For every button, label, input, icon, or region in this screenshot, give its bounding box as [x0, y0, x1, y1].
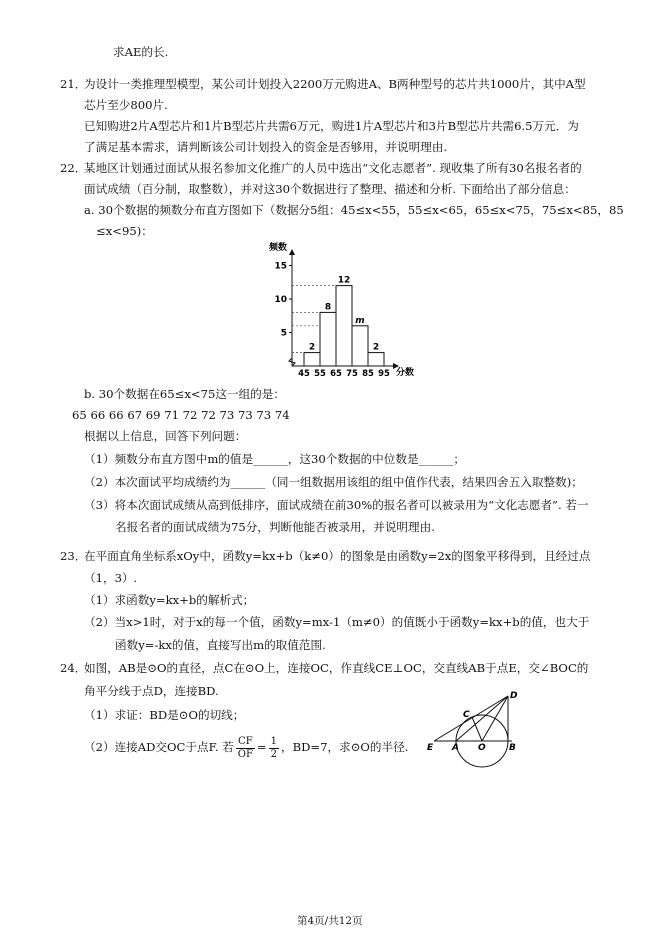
- q22-line2: 面试成绩（百分制，取整数），并对这30个数据进行了整理、描述和分析. 下面给出了部分信息：: [84, 182, 576, 196]
- bar-data-label: 2: [308, 342, 316, 353]
- x-tick-label: 75: [346, 369, 358, 379]
- q22-number: 22．: [60, 161, 87, 175]
- label-c: C: [463, 710, 470, 720]
- histogram-y-label: 频数: [269, 243, 288, 253]
- bar-data-label: 12: [337, 275, 351, 286]
- q22-line1: 某地区计划通过面试从报名参加文化推广的人员中选出“文化志愿者”. 现收集了所有30名报名者的: [84, 161, 582, 175]
- half-numerator: 1: [270, 735, 278, 747]
- q23-line1: 在平面直角坐标系xOy中，函数y=kx+b（k≠0）的图象是由函数y=2x的图象平移得到，且经过点: [84, 549, 591, 563]
- bar-data-label: 8: [324, 302, 332, 313]
- q22-b-line1: b. 30个数据在65≤x<75这一组的是：: [84, 387, 285, 401]
- q24-line1: 如图，AB是⊙O的直径，点C在⊙O上，连接OC，作直线CE⊥OC，交直线AB于点E，交∠BOC的: [84, 661, 589, 675]
- bar-data-label: 2: [372, 342, 380, 353]
- half-fraction: [269, 736, 279, 761]
- q22-part3-line1: （3）将本次面试成绩从高到低排序，面试成绩在前30%的报名者可以被录用为“文化志愿者”. 若一: [84, 498, 589, 512]
- label-o: O: [478, 743, 486, 753]
- histogram-bar: [368, 353, 384, 366]
- histogram-bar: [336, 286, 352, 366]
- y-tick-label: 10: [274, 295, 287, 305]
- q24-part2: [84, 732, 408, 762]
- q20-tail: 求AE的长.: [113, 45, 169, 59]
- label-e: E: [427, 743, 434, 753]
- histogram-x-label: 分数: [396, 368, 415, 378]
- q23-line2: （1，3）.: [84, 571, 138, 585]
- histogram-bar: [304, 353, 320, 366]
- bar-data-label: m: [355, 315, 365, 326]
- y-tick-label: 5: [280, 328, 287, 339]
- label-a: A: [452, 743, 459, 753]
- line-o-c: [472, 717, 482, 741]
- line-o-d: [482, 696, 508, 741]
- frequency-histogram: [260, 238, 420, 380]
- x-tick-label: 45: [298, 369, 310, 379]
- fraction-numerator: CF: [236, 736, 255, 749]
- line-e-d: [434, 696, 508, 741]
- circle-geometry-figure: [426, 688, 522, 770]
- q23-part1: （1）求函数y=kx+b的解析式；: [84, 593, 255, 607]
- equals-sign: =: [256, 740, 267, 754]
- q21-line2: 芯片至少800片.: [84, 98, 168, 112]
- x-tick-label: 55: [314, 369, 326, 379]
- q23-part2-line1: （2）当x>1时，对于x的每一个值，函数y=mx-1（m≠0）的值既小于函数y=kx+b的值，也大于: [84, 615, 590, 629]
- q24-number: 24．: [60, 661, 87, 675]
- q21-number: 21．: [60, 77, 87, 91]
- histogram-bar: [352, 326, 368, 366]
- q24-part2-prefix: （2）连接AD交OC于点F. 若: [84, 740, 234, 754]
- x-tick-label: 85: [362, 369, 374, 379]
- fraction-denominator: OF: [237, 748, 253, 760]
- half-denominator: 2: [270, 748, 278, 760]
- q21-line4: 了满足基本需求，请判断该公司计划投入的资金是否够用，并说明理由.: [84, 140, 448, 154]
- q21-line1: 为设计一类推理型模型，某公司计划投入2200万元购进A、B两种型号的芯片共1000片，其中A型: [84, 77, 586, 91]
- y-tick-label: 15: [274, 261, 287, 272]
- q22-part3-line2: 名报名者的面试成绩为75分，判断他能否被录用，并说明理由.: [115, 520, 435, 534]
- ratio-fraction: [236, 736, 255, 761]
- label-b: B: [509, 743, 516, 753]
- q23-number: 23．: [60, 549, 87, 563]
- label-d: D: [510, 691, 518, 701]
- histogram-bar: [320, 312, 336, 366]
- x-tick-label: 65: [330, 369, 342, 379]
- q22-b-data: 65 66 66 67 69 71 72 72 73 73 73 74: [72, 408, 290, 422]
- q22-a-line2: ≤x<95)：: [96, 224, 153, 238]
- q22-part1: （1）频数分布直方图中m的值是______，这30个数据的中位数是______；: [84, 452, 465, 466]
- q22-part2: （2）本次面试平均成绩约为______（同一组数据用该组的组中值作代表，结果四舍五入取整数)；: [84, 475, 583, 489]
- q22-a-line1: a. 30个数据的频数分布直方图如下（数据分5组：45≤x<55，55≤x<65，65≤x<75，75≤x<85，85: [84, 203, 624, 217]
- q24-part2-suffix: ，BD=7，求⊙O的半径.: [281, 740, 409, 754]
- q24-part1: （1）求证：BD是⊙O的切线；: [84, 708, 245, 722]
- q21-line3: 已知购进2片A型芯片和1片B型芯片共需6万元，购进1片A型芯片和3片B型芯片共需6.5万元．为: [84, 119, 579, 133]
- x-tick-label: 95: [378, 369, 390, 379]
- q22-info: 根据以上信息，回答下列问题：: [84, 429, 247, 443]
- q24-line2: 角平分线于点D，连接BD.: [84, 684, 219, 698]
- q23-part2-line2: 函数y=-kx的值，直接写出m的取值范围.: [115, 638, 326, 652]
- page-footer: 第4页/共12页: [297, 915, 363, 927]
